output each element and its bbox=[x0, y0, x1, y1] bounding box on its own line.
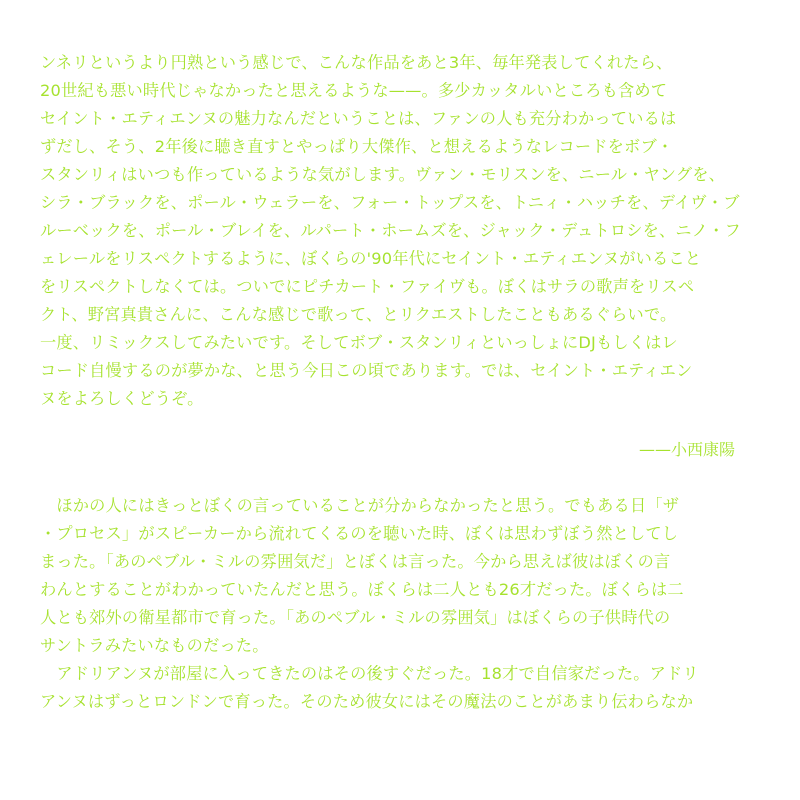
text-line: クト、野宮真貴さんに、こんな感じで歌って、とリクエストしたこともあるぐらいで。 bbox=[40, 305, 677, 324]
text-line: スタンリィはいつも作っているような気がします。ヴァン・モリスンを、ニール・ヤングを、 bbox=[40, 165, 726, 184]
text-line: わんとすることがわかっていたんだと思う。ぼくらは二人とも26才だった。ぼくらは二 bbox=[40, 580, 684, 599]
text-line: セイント・エティエンヌの魅力なんだということは、ファンの人も充分わかっているは bbox=[40, 109, 677, 128]
text-line: アドリアンヌが部屋に入ってきたのはその後すぐだった。18才で自信家だった。アドリ bbox=[40, 664, 699, 683]
text-line: 20世紀も悪い時代じゃなかったと思えるような——。多少カッタルいところも含めて bbox=[40, 81, 668, 100]
text-line: コード自慢するのが夢かな、と思う今日この頃であります。では、セイント・エティエン bbox=[40, 361, 693, 380]
text-line: 人とも郊外の衛星都市で育った。「あのペブル・ミルの雰囲気」はぼくらの子供時代の bbox=[40, 608, 671, 627]
text-line: ルーベックを、ポール・ブレイを、ルパート・ホームズを、ジャック・デュトロシを、ニノ・フ bbox=[40, 221, 741, 240]
text-line: ヌをよろしくどうぞ。 bbox=[40, 389, 204, 408]
text-line: サントラみたいなものだった。 bbox=[40, 636, 269, 655]
text-line: ェレールをリスペクトするように、ぼくらの'90年代にセイント・エティエンヌがいること bbox=[40, 249, 702, 268]
text-line: ほかの人にはきっとぼくの言っていることが分からなかったと思う。でもある日「ザ bbox=[40, 496, 680, 515]
text-line: ・プロセス」がスピーカーから流れてくるのを聴いた時、ぼくは思わずぼう然としてし bbox=[40, 524, 679, 543]
text-line: シラ・ブラックを、ポール・ウェラーを、フォー・トップスを、トニィ・ハッチを、デイヴ・ブ bbox=[40, 193, 740, 212]
text-line: まった。「あのペブル・ミルの雰囲気だ」とぼくは言った。今から思えば彼はぼくの言 bbox=[40, 552, 671, 571]
text-line: 一度、リミックスしてみたいです。そしてボブ・スタンリィといっしょにDJもしくはレ bbox=[40, 333, 678, 352]
text-line: をリスペクトしなくては。ついでにピチカート・ファイヴも。ぼくはサラの歌声をリスペ bbox=[40, 277, 695, 296]
text-line: ずだし、そう、2年後に聴き直すとやっぱり大傑作、と想えるようなレコードをボブ・ bbox=[40, 137, 674, 156]
essay-section-1 bbox=[40, 49, 760, 413]
text-line: アンヌはずっとロンドンで育った。そのため彼女にはその魔法のことがあまり伝わらなか bbox=[40, 692, 694, 711]
author-signature: ——小西康陽 bbox=[638, 440, 735, 459]
essay-section-2 bbox=[40, 492, 760, 716]
text-line: ンネリというより円熟という感じで、こんな作品をあと3年、毎年発表してくれたら、 bbox=[40, 53, 673, 72]
